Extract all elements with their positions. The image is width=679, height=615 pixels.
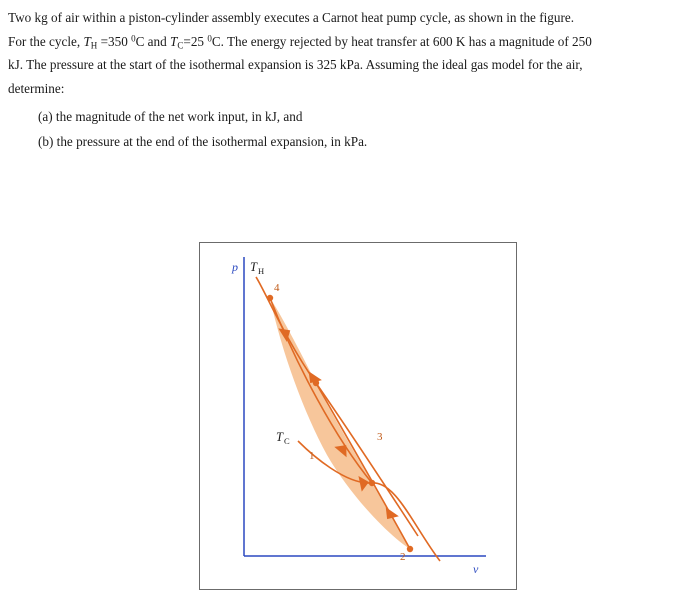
pv-diagram-svg	[200, 243, 516, 589]
problem-line-3	[8, 53, 648, 77]
problem-line-2-value-hot: =350	[97, 33, 132, 49]
problem-line-1-text: Two kg of air within a piston-cylinder assembly executes a Carnot heat pump cycle, as shown in the figure.	[8, 10, 574, 25]
symbol-T-hot: T	[83, 33, 91, 49]
list-item: (b) the pressure at the end of the isothermal expansion, in kPa.	[38, 133, 368, 149]
problem-line-3-text: kJ. The pressure at the start of the isothermal expansion is 325 kPa. Assuming the ideal gas model for the air,	[8, 57, 583, 72]
symbol-T-hot-subscript: H	[90, 39, 98, 50]
state-point-2	[407, 546, 413, 552]
isotherm-cold-label-subscript: C	[284, 436, 290, 446]
problem-line-2	[8, 30, 648, 54]
list-item: (a) the magnitude of the net work input, in kJ, and	[38, 109, 303, 124]
state-point-1	[313, 380, 319, 386]
degree-symbol-hot: 0	[131, 33, 136, 43]
volume-axis-label: v	[473, 562, 479, 576]
isotherm-cold-label: T	[276, 430, 283, 444]
question-list	[8, 106, 648, 153]
state-label-3: 3	[377, 431, 383, 443]
problem-line-2-mid: C and	[135, 33, 171, 49]
symbol-T-cold-subscript: C	[177, 39, 184, 50]
isotherm-hot-label-group	[250, 260, 264, 276]
isotherm-hot-label: T	[250, 260, 257, 274]
state-point-3	[369, 480, 375, 486]
diagram-axes	[244, 257, 486, 556]
pressure-axis-label: p	[232, 260, 238, 274]
state-label-1: 1	[309, 450, 315, 462]
adiabat-1-to-2	[316, 383, 410, 549]
problem-line-2-value-cold: =25	[183, 33, 208, 49]
state-label-4: 4	[274, 282, 280, 294]
problem-statement	[8, 6, 648, 155]
state-point-4	[267, 295, 273, 301]
degree-symbol-cold: 0	[207, 33, 212, 43]
problem-line-2-suffix: C. The energy rejected by heat transfer at 600 K has a magnitude of 250	[211, 33, 592, 49]
problem-line-4	[8, 77, 648, 101]
problem-line-4-text: determine:	[8, 80, 65, 96]
problem-line-1	[8, 6, 648, 30]
problem-line-2-prefix: For the cycle,	[8, 33, 84, 49]
isotherm-hot-label-subscript: H	[258, 266, 265, 276]
state-label-2: 2	[400, 551, 406, 563]
symbol-T-cold: T	[170, 33, 178, 49]
isotherm-cold-label-group	[276, 430, 290, 446]
figure-pv-diagram	[199, 242, 517, 590]
